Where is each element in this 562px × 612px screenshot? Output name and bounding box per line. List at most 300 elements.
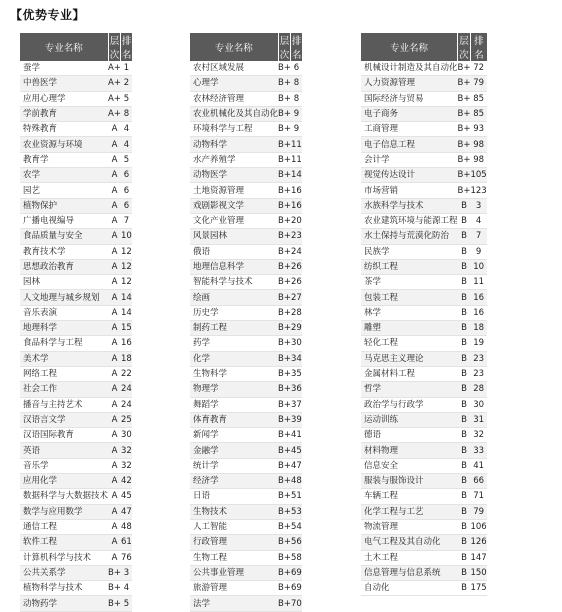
table-row [20, 596, 132, 611]
rank-cell: 12 [121, 275, 132, 290]
level-cell: A+ [108, 61, 121, 76]
table-row [190, 397, 302, 412]
table-row [190, 550, 302, 565]
level-cell: B+ [278, 152, 291, 167]
major-name-cell: 车辆工程 [361, 489, 458, 504]
table-row [361, 76, 487, 91]
table-row [190, 336, 302, 351]
major-name-cell: 机械设计制造及其自动化 [361, 61, 458, 76]
level-cell: B+ [278, 259, 291, 274]
major-name-cell: 英语 [20, 443, 108, 458]
table-row [361, 106, 487, 121]
rank-cell: 30 [470, 397, 486, 412]
rank-cell: 98 [470, 137, 486, 152]
major-name-cell: 政治学与行政学 [361, 397, 458, 412]
table-row [361, 550, 487, 565]
rank-cell: 51 [291, 489, 302, 504]
table-row [20, 382, 132, 397]
table-row [190, 259, 302, 274]
rank-cell: 150 [470, 565, 486, 580]
rank-cell: 14 [121, 305, 132, 320]
major-name-cell: 化学 [190, 351, 278, 366]
major-name-cell: 农村区域发展 [190, 61, 278, 76]
major-name-cell: 水土保持与荒漠化防治 [361, 229, 458, 244]
table-row [190, 106, 302, 121]
major-name-cell: 音乐表演 [20, 305, 108, 320]
table-row [361, 321, 487, 336]
major-name-cell: 材料物理 [361, 443, 458, 458]
major-name-cell: 马克思主义理论 [361, 351, 458, 366]
rank-cell: 37 [291, 397, 302, 412]
major-name-cell: 环境科学与工程 [190, 122, 278, 137]
table-row [190, 412, 302, 427]
rank-cell: 106 [470, 519, 486, 534]
major-name-cell: 法学 [190, 596, 278, 611]
table-row [190, 275, 302, 290]
table-row [20, 106, 132, 121]
table-row [20, 198, 132, 213]
rank-cell: 10 [121, 229, 132, 244]
level-cell: B+ [278, 581, 291, 596]
major-name-cell: 土木工程 [361, 550, 458, 565]
major-name-cell: 运动训练 [361, 412, 458, 427]
table-row [361, 443, 487, 458]
rank-cell: 5 [121, 152, 132, 167]
rank-cell: 6 [121, 168, 132, 183]
level-cell: A [108, 397, 121, 412]
table-row [361, 489, 487, 504]
level-cell: B [458, 213, 471, 228]
major-name-cell: 汉语言文学 [20, 412, 108, 427]
ranking-table-1 [20, 33, 132, 612]
level-cell: B+ [278, 321, 291, 336]
table-row [361, 474, 487, 489]
rank-cell: 8 [291, 76, 302, 91]
rank-cell: 175 [470, 581, 486, 596]
table-row [190, 428, 302, 443]
rank-cell: 24 [121, 382, 132, 397]
table-row [190, 198, 302, 213]
major-name-cell: 食品质量与安全 [20, 229, 108, 244]
major-name-cell: 社会工作 [20, 382, 108, 397]
rank-cell: 93 [470, 122, 486, 137]
major-name-cell: 德语 [361, 428, 458, 443]
level-cell: B+ [458, 137, 471, 152]
rank-cell: 14 [291, 168, 302, 183]
rank-cell: 147 [470, 550, 486, 565]
level-cell: B [458, 504, 471, 519]
level-cell: B+ [278, 168, 291, 183]
header-major-name: 专业名称 [190, 33, 278, 61]
table-row [20, 336, 132, 351]
rank-cell: 18 [121, 351, 132, 366]
rank-cell: 31 [470, 412, 486, 427]
major-name-cell: 自动化 [361, 581, 458, 596]
major-name-cell: 思想政治教育 [20, 259, 108, 274]
header-level: 层次 [458, 33, 471, 61]
rank-cell: 6 [121, 198, 132, 213]
major-name-cell: 茶学 [361, 275, 458, 290]
major-name-cell: 国际经济与贸易 [361, 91, 458, 106]
level-cell: B+ [278, 229, 291, 244]
table-row [190, 443, 302, 458]
rank-cell: 39 [291, 412, 302, 427]
major-name-cell: 特殊教育 [20, 122, 108, 137]
major-name-cell: 广播电视编导 [20, 213, 108, 228]
table-row [190, 91, 302, 106]
table-row [361, 351, 487, 366]
rank-cell: 48 [121, 519, 132, 534]
major-name-cell: 水族科学与技术 [361, 198, 458, 213]
table-row [361, 458, 487, 473]
rank-cell: 9 [291, 122, 302, 137]
rank-cell: 42 [121, 474, 132, 489]
header-level: 层次 [278, 33, 291, 61]
major-name-cell: 金融学 [190, 443, 278, 458]
major-name-cell: 会计学 [361, 152, 458, 167]
rank-cell: 27 [291, 290, 302, 305]
level-cell: B+ [278, 244, 291, 259]
table-row [20, 321, 132, 336]
table-row [361, 168, 487, 183]
table-row [20, 581, 132, 596]
table-header-row [361, 33, 487, 61]
major-name-cell: 动物医学 [190, 168, 278, 183]
rank-cell: 4 [121, 137, 132, 152]
rank-cell: 98 [470, 152, 486, 167]
table-row [20, 351, 132, 366]
major-name-cell: 旅游管理 [190, 581, 278, 596]
table-row [20, 504, 132, 519]
rank-cell: 23 [470, 351, 486, 366]
level-cell: B [458, 519, 471, 534]
table-row [361, 229, 487, 244]
rank-cell: 24 [291, 244, 302, 259]
rank-cell: 70 [291, 596, 302, 611]
major-name-cell: 民族学 [361, 244, 458, 259]
major-name-cell: 应用化学 [20, 474, 108, 489]
major-name-cell: 农业机械化及其自动化 [190, 106, 278, 121]
level-cell: B+ [458, 152, 471, 167]
rank-cell: 9 [291, 106, 302, 121]
table-row [190, 519, 302, 534]
level-cell: B+ [458, 106, 471, 121]
level-cell: B+ [278, 61, 291, 76]
major-name-cell: 计算机科学与技术 [20, 550, 108, 565]
rank-cell: 35 [291, 366, 302, 381]
rank-cell: 6 [291, 61, 302, 76]
major-name-cell: 药学 [190, 336, 278, 351]
level-cell: B+ [278, 198, 291, 213]
table-row [361, 183, 487, 198]
level-cell: B+ [278, 336, 291, 351]
major-name-cell: 制药工程 [190, 321, 278, 336]
level-cell: B+ [278, 443, 291, 458]
level-cell: B+ [278, 91, 291, 106]
rank-cell: 61 [121, 535, 132, 550]
table-row [20, 76, 132, 91]
major-name-cell: 汉语国际教育 [20, 428, 108, 443]
level-cell: A [108, 474, 121, 489]
table-row [361, 198, 487, 213]
major-name-cell: 网络工程 [20, 366, 108, 381]
table-row [190, 565, 302, 580]
rank-cell: 85 [470, 106, 486, 121]
level-cell: B [458, 458, 471, 473]
rank-cell: 12 [121, 244, 132, 259]
level-cell: B+ [108, 581, 121, 596]
level-cell: B+ [278, 275, 291, 290]
table-row [20, 565, 132, 580]
table-row [20, 290, 132, 305]
table-row [190, 122, 302, 137]
rank-cell: 56 [291, 535, 302, 550]
rank-cell: 8 [121, 106, 132, 121]
table-row [20, 443, 132, 458]
level-cell: B [458, 198, 471, 213]
table-row [20, 259, 132, 274]
table-row [20, 137, 132, 152]
rank-cell: 41 [470, 458, 486, 473]
rank-cell: 5 [121, 91, 132, 106]
level-cell: B+ [108, 565, 121, 580]
level-cell: A [108, 122, 121, 137]
major-name-cell: 水产养殖学 [190, 152, 278, 167]
level-cell: B+ [278, 397, 291, 412]
level-cell: B+ [278, 474, 291, 489]
header-rank: 排名 [121, 33, 132, 61]
rank-cell: 16 [470, 290, 486, 305]
level-cell: B [458, 397, 471, 412]
level-cell: A [108, 213, 121, 228]
level-cell: B+ [278, 519, 291, 534]
level-cell: B [458, 581, 471, 596]
section-title: 【优势专业】 [10, 8, 86, 22]
major-name-cell: 林学 [361, 305, 458, 320]
table-row [361, 581, 487, 596]
rank-cell: 72 [470, 61, 486, 76]
major-name-cell: 包装工程 [361, 290, 458, 305]
rank-cell: 26 [291, 275, 302, 290]
rank-cell: 4 [470, 213, 486, 228]
major-name-cell: 教育学 [20, 152, 108, 167]
major-name-cell: 舞蹈学 [190, 397, 278, 412]
table-row [361, 565, 487, 580]
level-cell: B+ [278, 565, 291, 580]
major-name-cell: 动物药学 [20, 596, 108, 611]
rank-cell: 45 [121, 489, 132, 504]
table-row [20, 428, 132, 443]
table-row [20, 229, 132, 244]
table-row [190, 366, 302, 381]
table-row [361, 428, 487, 443]
table-row [20, 168, 132, 183]
rank-cell: 71 [470, 489, 486, 504]
major-name-cell: 中兽医学 [20, 76, 108, 91]
level-cell: B [458, 565, 471, 580]
level-cell: A [108, 519, 121, 534]
level-cell: B [458, 336, 471, 351]
level-cell: A [108, 137, 121, 152]
rank-cell: 47 [291, 458, 302, 473]
rank-cell: 7 [470, 229, 486, 244]
table-row [190, 535, 302, 550]
level-cell: B+ [458, 168, 471, 183]
level-cell: B+ [278, 213, 291, 228]
level-cell: A [108, 305, 121, 320]
major-name-cell: 哲学 [361, 382, 458, 397]
level-cell: A [108, 366, 121, 381]
level-cell: B+ [278, 76, 291, 91]
header-level: 层次 [108, 33, 121, 61]
major-name-cell: 园林 [20, 275, 108, 290]
major-name-cell: 电子信息工程 [361, 137, 458, 152]
rank-cell: 126 [470, 535, 486, 550]
table-row [361, 336, 487, 351]
rank-cell: 18 [470, 321, 486, 336]
major-name-cell: 物流管理 [361, 519, 458, 534]
major-name-cell: 视觉传达设计 [361, 168, 458, 183]
level-cell: B [458, 443, 471, 458]
table-row [20, 397, 132, 412]
rank-cell: 11 [291, 152, 302, 167]
rank-cell: 79 [470, 504, 486, 519]
table-row [190, 351, 302, 366]
major-name-cell: 电气工程及其自动化 [361, 535, 458, 550]
major-name-cell: 地理信息科学 [190, 259, 278, 274]
level-cell: B+ [278, 428, 291, 443]
major-name-cell: 风景园林 [190, 229, 278, 244]
level-cell: B+ [278, 504, 291, 519]
rank-cell: 32 [121, 443, 132, 458]
level-cell: B [458, 229, 471, 244]
rank-cell: 16 [121, 336, 132, 351]
header-major-name: 专业名称 [361, 33, 458, 61]
rank-cell: 123 [470, 183, 486, 198]
major-name-cell: 化学工程与工艺 [361, 504, 458, 519]
rank-cell: 14 [121, 290, 132, 305]
table-row [361, 122, 487, 137]
major-name-cell: 通信工程 [20, 519, 108, 534]
level-cell: B+ [458, 76, 471, 91]
major-name-cell: 农林经济管理 [190, 91, 278, 106]
table-row [20, 412, 132, 427]
table-row [361, 535, 487, 550]
rank-cell: 28 [470, 382, 486, 397]
table-row [190, 76, 302, 91]
rank-cell: 34 [291, 351, 302, 366]
rank-cell: 16 [470, 305, 486, 320]
level-cell: B [458, 489, 471, 504]
rank-cell: 5 [121, 596, 132, 611]
rank-cell: 33 [470, 443, 486, 458]
major-name-cell: 地理科学 [20, 321, 108, 336]
major-name-cell: 播音与主持艺术 [20, 397, 108, 412]
level-cell: B+ [278, 535, 291, 550]
table-row [190, 290, 302, 305]
table-row [20, 535, 132, 550]
rank-cell: 8 [291, 91, 302, 106]
level-cell: A+ [108, 106, 121, 121]
table-row [190, 489, 302, 504]
table-row [20, 275, 132, 290]
rank-cell: 85 [470, 91, 486, 106]
table-row [20, 122, 132, 137]
major-name-cell: 美术学 [20, 351, 108, 366]
table-row [20, 305, 132, 320]
major-name-cell: 服装与服饰设计 [361, 474, 458, 489]
major-name-cell: 信息安全 [361, 458, 458, 473]
table-row [361, 91, 487, 106]
major-name-cell: 数学与应用数学 [20, 504, 108, 519]
level-cell: A [108, 382, 121, 397]
table-row [190, 137, 302, 152]
level-cell: B [458, 366, 471, 381]
rank-cell: 15 [121, 321, 132, 336]
table-row [361, 244, 487, 259]
major-name-cell: 文化产业管理 [190, 213, 278, 228]
table-row [361, 397, 487, 412]
level-cell: B [458, 412, 471, 427]
rank-cell: 9 [470, 244, 486, 259]
table-row [20, 61, 132, 76]
major-name-cell: 生物科学 [190, 366, 278, 381]
rank-cell: 24 [121, 397, 132, 412]
major-name-cell: 人力资源管理 [361, 76, 458, 91]
level-cell: B+ [278, 122, 291, 137]
table-row [20, 550, 132, 565]
level-cell: B [458, 351, 471, 366]
level-cell: B+ [458, 122, 471, 137]
major-name-cell: 农业资源与环境 [20, 137, 108, 152]
major-name-cell: 心理学 [190, 76, 278, 91]
table-row [20, 458, 132, 473]
rank-cell: 79 [470, 76, 486, 91]
major-name-cell: 历史学 [190, 305, 278, 320]
rank-cell: 10 [470, 259, 486, 274]
level-cell: B+ [458, 61, 471, 76]
ranking-table-2 [190, 33, 302, 612]
rank-cell: 41 [291, 428, 302, 443]
rank-cell: 76 [121, 550, 132, 565]
level-cell: B [458, 290, 471, 305]
major-name-cell: 俄语 [190, 244, 278, 259]
table-row [361, 61, 487, 76]
major-name-cell: 数据科学与大数据技术 [20, 489, 108, 504]
level-cell: B [458, 550, 471, 565]
table-row [190, 382, 302, 397]
table-row [361, 213, 487, 228]
table-row [190, 168, 302, 183]
level-cell: B+ [278, 596, 291, 611]
rank-cell: 11 [470, 275, 486, 290]
header-rank: 排名 [470, 33, 486, 61]
level-cell: B [458, 275, 471, 290]
table-row [190, 458, 302, 473]
major-name-cell: 蚕学 [20, 61, 108, 76]
table-row [361, 412, 487, 427]
major-name-cell: 纺织工程 [361, 259, 458, 274]
level-cell: A [108, 259, 121, 274]
table-row [190, 213, 302, 228]
level-cell: A [108, 412, 121, 427]
major-name-cell: 新闻学 [190, 428, 278, 443]
rank-cell: 12 [121, 259, 132, 274]
major-name-cell: 信息管理与信息系统 [361, 565, 458, 580]
rank-cell: 105 [470, 168, 486, 183]
rank-cell: 69 [291, 565, 302, 580]
level-cell: A [108, 351, 121, 366]
